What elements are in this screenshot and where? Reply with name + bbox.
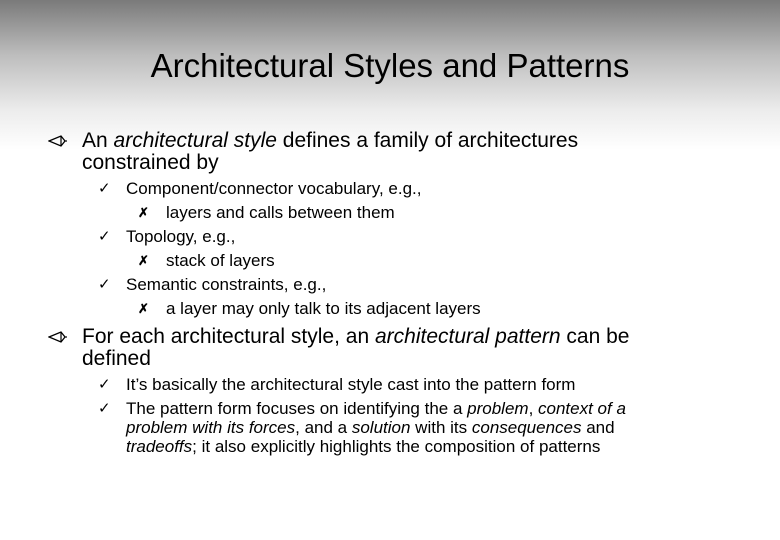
bullet-text xyxy=(82,326,722,370)
term-architectural-pattern: architectural pattern xyxy=(374,325,561,348)
checkmark-icon: ✓ xyxy=(98,228,111,245)
sub-bullet-text: It’s basically the architectural style cast into the pattern form xyxy=(126,375,576,394)
term-consequences: consequences xyxy=(471,418,582,437)
sub-sub-bullet-text: a layer may only talk to its adjacent layers xyxy=(166,299,481,318)
checkmark-icon: ✓ xyxy=(98,276,111,293)
checkmark-icon: ✓ xyxy=(98,376,111,393)
text-segment: constrained by xyxy=(82,151,219,174)
sub-bullet-text: Component/connector vocabulary, e.g., xyxy=(126,179,422,198)
pen-icon xyxy=(48,328,68,346)
sub-bullet-text: Topology, e.g., xyxy=(126,227,236,246)
sub-bullet-text: Semantic constraints, e.g., xyxy=(126,275,327,294)
text-segment: , and a xyxy=(295,418,352,437)
sub-sub-bullet-text: stack of layers xyxy=(166,251,275,270)
text-segment: defined xyxy=(82,347,151,370)
text-segment: , xyxy=(528,399,539,418)
term-solution: solution xyxy=(351,418,411,437)
pen-icon xyxy=(48,132,68,150)
term-context: context of a xyxy=(538,399,626,418)
term-tradeoffs: tradeoffs xyxy=(126,437,193,456)
cross-icon: ✗ xyxy=(138,205,149,220)
checkmark-icon: ✓ xyxy=(98,180,111,197)
text-segment: and xyxy=(581,418,615,437)
term-problem: problem xyxy=(467,399,529,418)
cross-icon: ✗ xyxy=(138,301,149,316)
sub-sub-bullet-text: layers and calls between them xyxy=(166,203,395,222)
sub-bullet-text xyxy=(126,399,716,456)
slide-title: Architectural Styles and Patterns xyxy=(150,47,630,84)
text-segment: ; it also explicitly highlights the composition of patterns xyxy=(192,437,601,456)
term-forces: problem with its forces xyxy=(126,418,296,437)
text-segment: For each architectural style, an xyxy=(82,325,375,348)
text-segment: with its xyxy=(410,418,472,437)
bullet-text xyxy=(82,130,722,174)
term-architectural-style: architectural style xyxy=(113,129,277,152)
text-segment: can be xyxy=(560,325,630,348)
cross-icon: ✗ xyxy=(138,253,149,268)
text-segment: defines a family of architectures xyxy=(276,129,579,152)
text-segment: An xyxy=(82,129,114,152)
checkmark-icon: ✓ xyxy=(98,400,111,417)
text-segment: The pattern form focuses on identifying the a xyxy=(126,399,468,418)
